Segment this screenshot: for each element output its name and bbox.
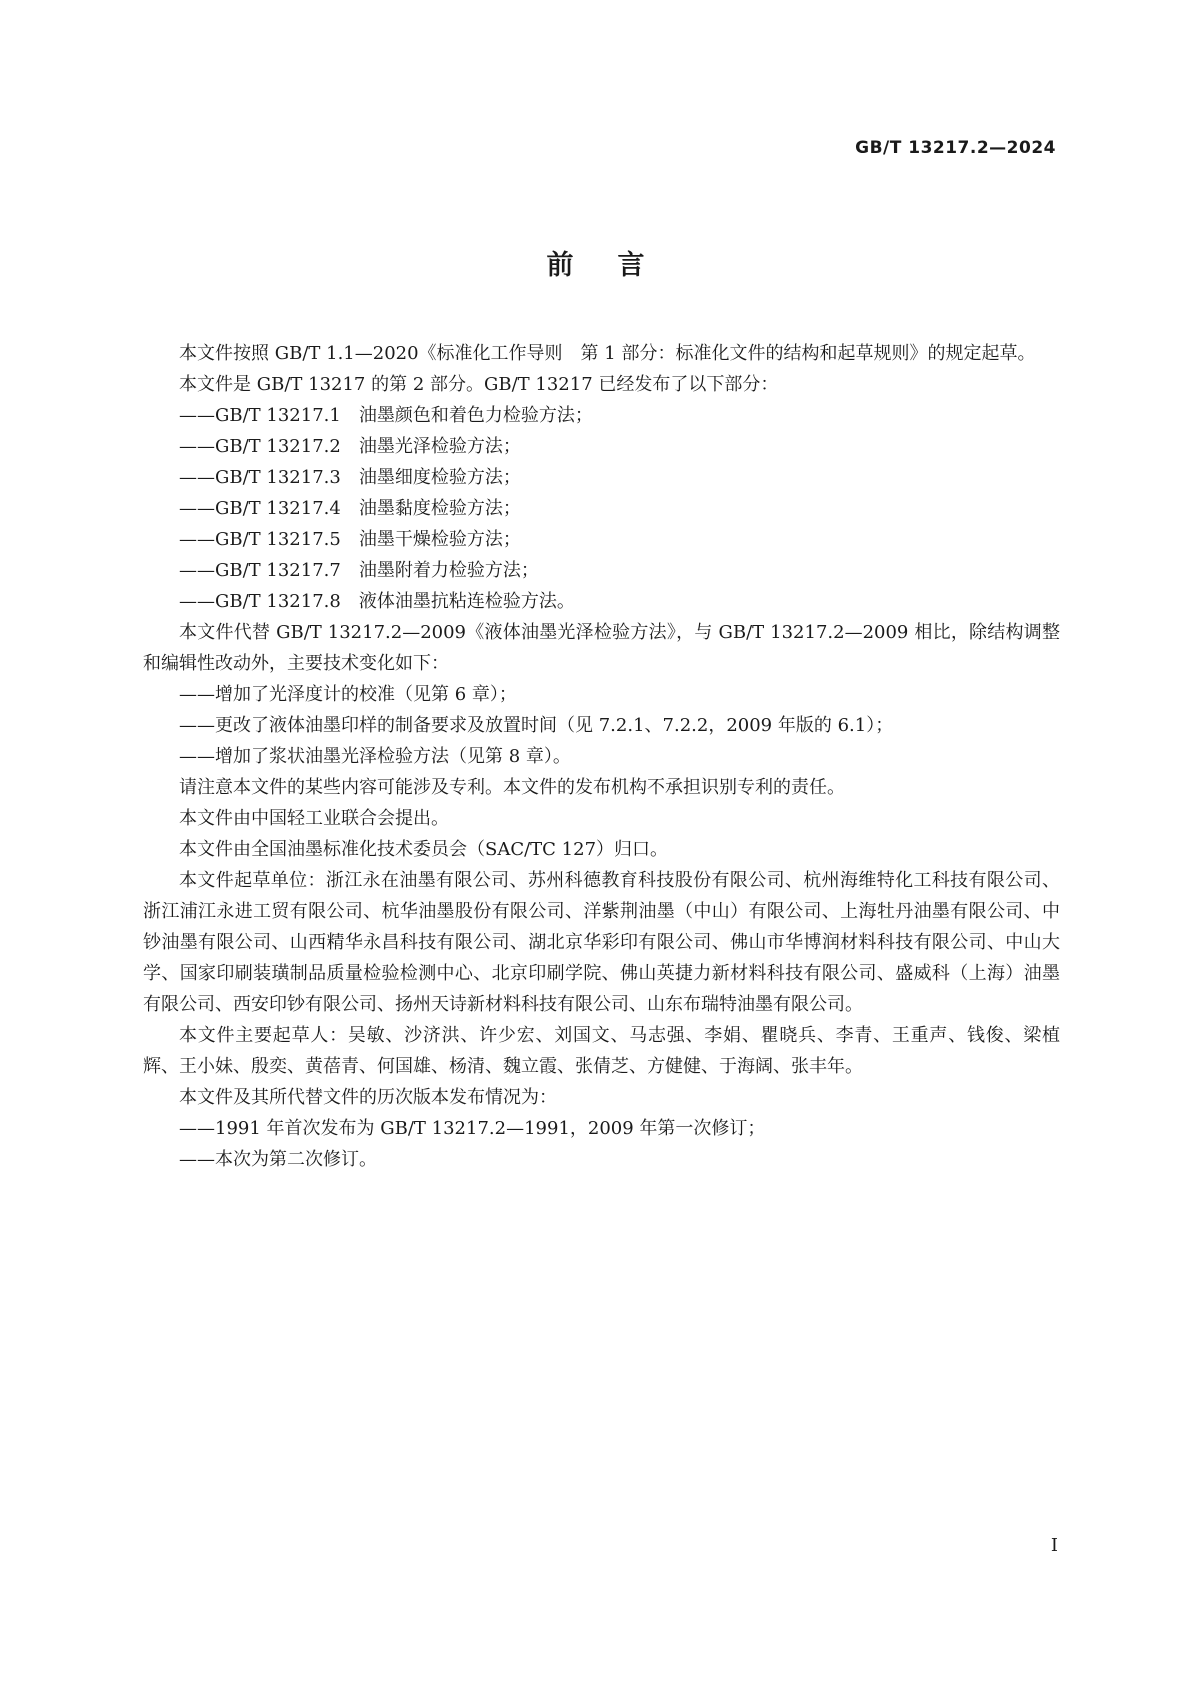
- page-number: I: [1050, 1535, 1058, 1556]
- paragraph-proposer: 本文件由中国轻工业联合会提出。: [179, 808, 449, 829]
- paragraph-history-intro: 本文件及其所代替文件的历次版本发布情况为：: [179, 1087, 557, 1108]
- paragraph-drafters: 本文件主要起草人：吴敏、沙济洪、许少宏、刘国文、马志强、李娟、瞿晓兵、李青、王重声、钱俊、梁植辉、王小妹、殷奕、黄蓓青、何国雄、杨清、魏立霞、张倩芝、方健健、于海阔、张丰年。: [143, 1025, 1060, 1077]
- list-item-part: ——GB/T 13217.4 油墨黏度检验方法；: [179, 498, 521, 519]
- list-item-part: ——GB/T 13217.3 油墨细度检验方法；: [179, 467, 521, 488]
- document-body: [143, 338, 1060, 1175]
- list-item-history: ——本次为第二次修订。: [179, 1149, 377, 1170]
- list-item-part: ——GB/T 13217.8 液体油墨抗粘连检验方法。: [179, 591, 575, 612]
- paragraph-committee: 本文件由全国油墨标准化技术委员会（SAC/TC 127）归口。: [179, 839, 669, 860]
- list-item-history: ——1991 年首次发布为 GB/T 13217.2—1991，2009 年第一次修订；: [179, 1118, 766, 1139]
- paragraph-parts-intro: 本文件是 GB/T 13217 的第 2 部分。GB/T 13217 已经发布了以下部分：: [179, 374, 779, 395]
- paragraph-replacement: 本文件代替 GB/T 13217.2—2009《液体油墨光泽检验方法》，与 GB/T 13217.2—2009 相比，除结构调整和编辑性改动外，主要技术变化如下：: [143, 622, 1060, 674]
- paragraph-drafting-units: 本文件起草单位：浙江永在油墨有限公司、苏州科德教育科技股份有限公司、杭州海维特化工科技有限公司、浙江浦江永进工贸有限公司、杭华油墨股份有限公司、洋紫荆油墨（中山）有限公司、上海牡丹油墨有限公司、中钞油墨有限公司、山西精华永昌科技有限公司、湖北京华彩印有限公司、佛山市华博润材料科技有限公司、中山大学、国家印刷装璜制品质量检验检测中心、北京印刷学院、佛山英捷力新材料科技有限公司、盛威科（上海）油墨有限公司、西安印钞有限公司、扬州天诗新材料科技有限公司、山东布瑞特油墨有限公司。: [143, 870, 1060, 1015]
- list-item-change: ——增加了光泽度计的校准（见第 6 章）；: [179, 684, 517, 705]
- standard-code: GB/T 13217.2—2024: [855, 138, 1056, 158]
- paragraph-drafting-rules: 本文件按照 GB/T 1.1—2020《标准化工作导则 第 1 部分：标准化文件的结构和起草规则》的规定起草。: [179, 343, 1036, 364]
- page-title: 前言: [546, 250, 689, 281]
- paragraph-patent-notice: 请注意本文件的某些内容可能涉及专利。本文件的发布机构不承担识别专利的责任。: [179, 777, 845, 798]
- list-item-change: ——增加了浆状油墨光泽检验方法（见第 8 章）。: [179, 746, 571, 767]
- list-item-part: ——GB/T 13217.1 油墨颜色和着色力检验方法；: [179, 405, 593, 426]
- list-item-part: ——GB/T 13217.2 油墨光泽检验方法；: [179, 436, 521, 457]
- list-item-part: ——GB/T 13217.7 油墨附着力检验方法；: [179, 560, 539, 581]
- list-item-change: ——更改了液体油墨印样的制备要求及放置时间（见 7.2.1、7.2.2，2009 年版的 6.1）；: [179, 715, 894, 736]
- list-item-part: ——GB/T 13217.5 油墨干燥检验方法；: [179, 529, 521, 550]
